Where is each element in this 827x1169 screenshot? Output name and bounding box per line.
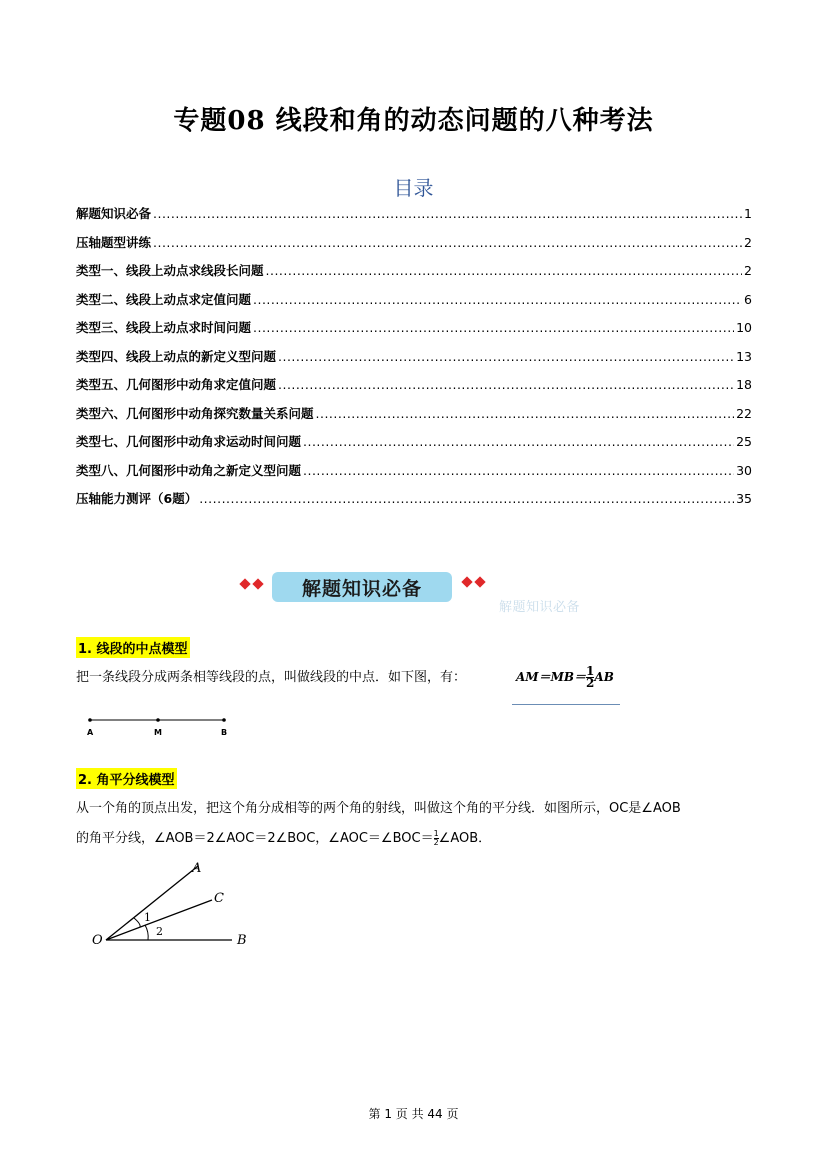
angle-bisector-figure [90, 858, 260, 950]
bisector-line2: 的角平分线，∠AOB＝2∠AOC＝2∠BOC，∠AOC＝∠BOC＝ $\frac{1}{2}$ ∠AOB． [76, 829, 492, 847]
page-title: 专题08 线段和角的动态问题的八种考法 [173, 106, 654, 136]
formula-underline [512, 704, 620, 705]
midpoint-text: 把一条线段分成两条相等线段的点，叫做线段的中点．如下图，有： [76, 670, 467, 685]
label-angle-2: 2 [156, 925, 163, 938]
segment-figure [80, 712, 240, 740]
diamond-icon [239, 578, 250, 589]
section-heading-bisector: 2. 角平分线模型 [76, 768, 177, 789]
toc-entry[interactable]: 类型七、几何图形中动角求运动时间问题 ..... 25 [76, 432, 752, 461]
ray-oa [106, 866, 198, 940]
toc-entry[interactable]: 压轴题型讲练 ..... 2 [76, 233, 752, 262]
toc-heading: 目录 [393, 176, 434, 200]
toc-entry[interactable]: 解题知识必备 ..... 1 [76, 204, 752, 233]
label-b: B [237, 933, 247, 948]
label-o: O [92, 933, 103, 948]
toc-entry[interactable]: 类型一、线段上动点求线段长问题 ..... 2 [76, 261, 752, 290]
section-banner [237, 568, 607, 618]
toc-entry[interactable]: 类型四、线段上动点的新定义型问题 ..... 13 [76, 347, 752, 376]
label-a: A [87, 728, 94, 737]
banner-label: 解题知识必备 [301, 578, 422, 600]
toc-entry[interactable]: 类型五、几何图形中动角求定值问题 ..... 18 [76, 375, 752, 404]
label-a: A [192, 861, 202, 876]
banner-watermark: 解题知识必备 [499, 600, 581, 615]
point-m [156, 718, 160, 722]
bisector-line1: 从一个角的顶点出发，把这个角分成相等的两个角的射线，叫做这个角的平分线．如图所示，OC是∠AOB [76, 801, 681, 816]
point-a [88, 718, 92, 722]
label-b: B [221, 728, 228, 737]
diamond-icon [461, 576, 472, 587]
label-c: C [214, 891, 224, 906]
page-footer: 第 1 页 共 44 页 [368, 1107, 459, 1121]
toc-entry[interactable]: 类型八、几何图形中动角之新定义型问题 ..... 30 [76, 461, 752, 490]
toc-entry[interactable]: 类型二、线段上动点求定值问题 ..... 6 [76, 290, 752, 319]
toc-entry[interactable]: 类型六、几何图形中动角探究数量关系问题 ..... 22 [76, 404, 752, 433]
point-b [222, 718, 226, 722]
section-heading-midpoint: 1. 线段的中点模型 [76, 637, 190, 658]
diamond-icon [252, 578, 263, 589]
toc-entry[interactable]: 压轴能力测评（6题） ..... 35 [76, 489, 752, 518]
label-m: M [154, 728, 162, 737]
angle-arc-2 [145, 925, 148, 940]
label-angle-1: 1 [144, 911, 151, 924]
table-of-contents [76, 204, 752, 518]
angle-arc-1 [134, 918, 140, 927]
diamond-icon [474, 576, 485, 587]
toc-entry[interactable]: 类型三、线段上动点求时间问题 ..... 10 [76, 318, 752, 347]
midpoint-formula: AM＝MB＝ $\frac{1}{2}$ AB [516, 664, 614, 690]
